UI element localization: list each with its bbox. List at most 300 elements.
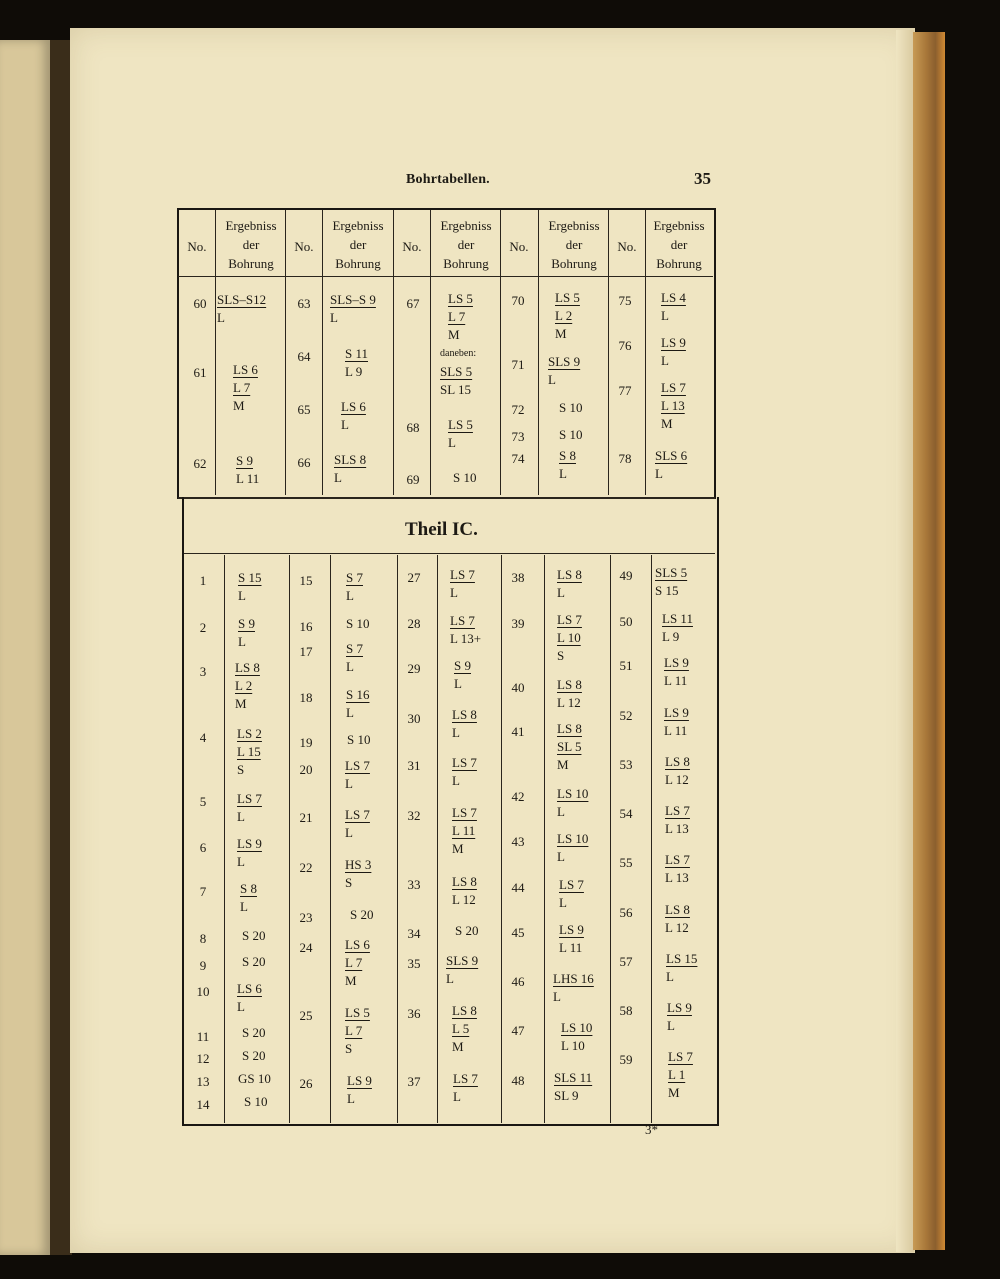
boring-result — [554, 1069, 592, 1105]
row-number: 45 — [511, 925, 525, 940]
col-rule — [224, 555, 225, 1123]
row-number: 23 — [299, 910, 313, 925]
boring-result — [347, 1072, 372, 1108]
result-line: L 12 — [452, 892, 476, 907]
row-number: 76 — [618, 338, 632, 353]
row-number: 53 — [619, 757, 633, 772]
row-number: 57 — [619, 954, 633, 969]
result-line: S — [557, 648, 565, 663]
result-line: L — [346, 705, 354, 720]
result-line: LS 7 — [665, 803, 690, 818]
boring-result — [555, 289, 580, 343]
row-number: 61 — [193, 365, 207, 380]
result-line: LS 5 — [448, 291, 473, 306]
row-number: 34 — [407, 926, 421, 941]
boring-result — [346, 615, 369, 633]
row-number: 71 — [511, 357, 525, 372]
result-line: L 13+ — [450, 631, 482, 646]
boring-result — [559, 876, 584, 912]
result-line: LS 5 — [345, 1005, 370, 1020]
result-line: LS 8 — [235, 660, 260, 675]
facing-page-edge — [0, 40, 52, 1255]
result-line: L — [661, 353, 669, 368]
signature-mark: 3* — [645, 1122, 658, 1137]
boring-result — [452, 873, 477, 909]
result-line: L 13 — [665, 870, 689, 885]
page-edge-stack — [896, 30, 914, 1252]
result-line: L — [346, 588, 354, 603]
boring-result — [559, 447, 576, 483]
boring-result — [452, 706, 477, 742]
boring-result — [661, 334, 686, 370]
result-line: L 2 — [235, 678, 253, 693]
result-line: SLS 5 — [440, 364, 473, 379]
row-number: 67 — [406, 296, 420, 311]
row-number: 2 — [199, 620, 207, 635]
result-line: L — [666, 969, 674, 984]
result-line: L 5 — [452, 1021, 470, 1036]
boring-result — [341, 398, 366, 434]
row-number: 15 — [299, 573, 313, 588]
boring-result — [345, 757, 370, 793]
boring-result — [665, 851, 690, 887]
row-number: 60 — [193, 296, 207, 311]
result-line: LS 9 — [559, 922, 584, 937]
col-rule — [330, 555, 331, 1123]
boring-result — [665, 802, 690, 838]
result-line: L 7 — [233, 380, 251, 395]
result-line: LS 4 — [661, 290, 686, 305]
boring-result — [453, 469, 476, 487]
header-no: No. — [187, 239, 207, 254]
result-line: L — [452, 725, 460, 740]
row-number: 18 — [299, 690, 313, 705]
boring-result — [346, 640, 363, 676]
result-line: L 10 — [561, 1038, 585, 1053]
boring-result — [448, 416, 473, 452]
row-number: 32 — [407, 808, 421, 823]
row-number: 54 — [619, 806, 633, 821]
result-line: S 10 — [453, 470, 477, 485]
row-number: 20 — [299, 762, 313, 777]
boring-result — [661, 379, 686, 433]
row-number: 1 — [199, 573, 207, 588]
row-number: 17 — [299, 644, 313, 659]
result-line: L 13 — [665, 821, 689, 836]
result-line: LS 9 — [664, 705, 689, 720]
boring-result — [237, 835, 262, 871]
result-line: L 9 — [662, 629, 680, 644]
row-number: 4 — [199, 730, 207, 745]
col-rule — [651, 555, 652, 1123]
result-line: M — [448, 327, 460, 342]
row-number: 68 — [406, 420, 420, 435]
row-number: 38 — [511, 570, 525, 585]
boring-result — [238, 1070, 271, 1088]
row-number: 27 — [407, 570, 421, 585]
result-line: L 15 — [237, 744, 261, 759]
result-line: SLS–S 9 — [330, 292, 376, 307]
result-line: LS 7 — [665, 852, 690, 867]
result-line: L 10 — [557, 630, 581, 645]
row-number: 78 — [618, 451, 632, 466]
result-line: LS 8 — [452, 874, 477, 889]
row-number: 46 — [511, 974, 525, 989]
row-number: 36 — [407, 1006, 421, 1021]
result-line: S 15 — [238, 570, 262, 585]
result-line: LS 7 — [237, 791, 262, 806]
row-number: 10 — [196, 984, 210, 999]
result-line: L — [446, 971, 454, 986]
result-line: LS 7 — [450, 567, 475, 582]
section-title: Theil IC. — [405, 519, 478, 540]
page-number: 35 — [694, 169, 711, 188]
result-line: LS 8 — [665, 754, 690, 769]
result-line: L — [346, 659, 354, 674]
result-line: L 7 — [345, 1023, 363, 1038]
result-line: L 9 — [345, 364, 363, 379]
row-number: 44 — [511, 880, 525, 895]
boring-result — [452, 754, 477, 790]
boring-result — [665, 901, 690, 937]
result-line: S 20 — [242, 1025, 266, 1040]
boring-result — [666, 950, 697, 986]
result-line: LS 9 — [237, 836, 262, 851]
result-line: SLS 11 — [554, 1070, 593, 1085]
col-rule — [397, 555, 398, 1123]
result-line: L — [557, 585, 565, 600]
result-line: L — [667, 1018, 675, 1033]
result-line: L — [661, 308, 669, 323]
row-number: 11 — [196, 1029, 210, 1044]
result-line: L — [655, 466, 663, 481]
result-line: LS 7 — [345, 758, 370, 773]
header-no: No. — [402, 239, 422, 254]
result-line: LS 7 — [557, 612, 582, 627]
result-line: LS 5 — [555, 290, 580, 305]
boring-result — [242, 1024, 265, 1042]
col-rule — [393, 210, 394, 495]
boring-result — [238, 569, 261, 605]
row-number: 30 — [407, 711, 421, 726]
result-line: L 2 — [555, 308, 573, 323]
boring-result — [665, 753, 690, 789]
result-line: L — [341, 417, 349, 432]
result-line: L — [548, 372, 556, 387]
row-number: 31 — [407, 758, 421, 773]
result-line: LS 9 — [667, 1000, 692, 1015]
result-line: SL 9 — [554, 1088, 579, 1103]
boring-result — [548, 353, 580, 389]
row-number: 66 — [297, 455, 311, 470]
result-line: M — [557, 757, 569, 772]
result-line: SLS 6 — [655, 448, 688, 463]
boring-result — [448, 290, 473, 344]
row-number: 22 — [299, 860, 313, 875]
row-number: 63 — [297, 296, 311, 311]
boring-result — [235, 659, 260, 713]
result-line: S 10 — [244, 1094, 268, 1109]
boring-result — [452, 1002, 477, 1056]
boring-result — [557, 785, 588, 821]
col-rule — [610, 555, 611, 1123]
header-ergebniss: Ergebniss der Bohrung — [225, 218, 277, 271]
result-line: LS 7 — [559, 877, 584, 892]
result-line: S 16 — [346, 687, 370, 702]
row-number: 9 — [199, 958, 207, 973]
result-line: S — [345, 875, 353, 890]
boring-result — [557, 566, 582, 602]
result-line: L — [334, 470, 342, 485]
boring-result — [557, 830, 588, 866]
row-number: 62 — [193, 456, 207, 471]
row-number: 14 — [196, 1097, 210, 1112]
row-number: 52 — [619, 708, 633, 723]
col-rule — [544, 555, 545, 1123]
result-line: L — [238, 588, 246, 603]
result-line: LS 7 — [345, 807, 370, 822]
row-number: 13 — [196, 1074, 210, 1089]
result-line: SL 15 — [440, 382, 471, 397]
result-line: LS 9 — [347, 1073, 372, 1088]
row-number: 58 — [619, 1003, 633, 1018]
row-number: 42 — [511, 789, 525, 804]
header-no: No. — [294, 239, 314, 254]
row-number: 3 — [199, 664, 207, 679]
boring-result — [446, 952, 478, 988]
result-line: L — [453, 1089, 461, 1104]
boring-result — [662, 610, 693, 646]
book-fore-edge — [913, 32, 945, 1250]
row-number: 43 — [511, 834, 525, 849]
result-line: S 10 — [346, 616, 370, 631]
result-line: S 10 — [347, 732, 371, 747]
result-line: LS 7 — [661, 380, 686, 395]
boring-result — [346, 686, 369, 722]
row-number: 33 — [407, 877, 421, 892]
row-number: 19 — [299, 735, 313, 750]
result-line: LS 6 — [345, 937, 370, 952]
boring-result — [561, 1019, 592, 1055]
row-number: 65 — [297, 402, 311, 417]
result-line: L 7 — [448, 309, 466, 324]
boring-result — [347, 731, 370, 749]
row-number: 47 — [511, 1023, 525, 1038]
header-ergebniss: Ergebniss der Bohrung — [440, 218, 492, 271]
result-line: LS 2 — [237, 726, 262, 741]
boring-result — [242, 1047, 265, 1065]
result-line: LS 7 — [668, 1049, 693, 1064]
result-line: LS 11 — [662, 611, 693, 626]
row-number: 72 — [511, 402, 525, 417]
result-line: S 10 — [559, 400, 583, 415]
boring-result — [454, 657, 471, 693]
result-line: S 10 — [559, 427, 583, 442]
row-number: 5 — [199, 794, 207, 809]
row-number: 77 — [618, 383, 632, 398]
result-line: LS 6 — [233, 362, 258, 377]
result-line: LS 6 — [237, 981, 262, 996]
boring-result — [330, 291, 376, 327]
result-line: M — [668, 1085, 680, 1100]
header-no: No. — [509, 239, 529, 254]
boring-result — [557, 720, 582, 774]
result-line: M — [555, 326, 567, 341]
boring-result — [655, 447, 687, 483]
boring-result — [661, 289, 686, 325]
result-line: LS 6 — [341, 399, 366, 414]
result-line: SLS 8 — [334, 452, 367, 467]
boring-result — [559, 921, 584, 957]
boring-result — [345, 856, 371, 892]
result-line: L — [347, 1091, 355, 1106]
result-line: M — [235, 696, 247, 711]
result-line: S 8 — [559, 448, 576, 463]
col-rule — [501, 555, 502, 1123]
running-head: Bohrtabellen. — [406, 172, 490, 187]
result-line: S 9 — [236, 453, 253, 468]
result-line: L 11 — [664, 673, 688, 688]
result-line: LS 8 — [452, 1003, 477, 1018]
header-ergebniss: Ergebniss der Bohrung — [653, 218, 705, 271]
result-line: SL 5 — [557, 739, 582, 754]
result-line: SLS 5 — [655, 565, 688, 580]
boring-result — [345, 1004, 370, 1058]
result-line: SLS 9 — [446, 953, 479, 968]
result-line: L — [237, 854, 245, 869]
boring-result — [452, 804, 477, 858]
row-number: 6 — [199, 840, 207, 855]
result-line: LHS 16 — [553, 971, 594, 986]
result-line: M — [661, 416, 673, 431]
result-line: S 20 — [350, 907, 374, 922]
row-number: 73 — [511, 429, 525, 444]
boring-result — [553, 970, 594, 1006]
row-number: 39 — [511, 616, 525, 631]
result-line: LS 10 — [557, 786, 589, 801]
result-line: S 15 — [655, 583, 679, 598]
result-line: LS 8 — [452, 707, 477, 722]
result-line: S 11 — [345, 346, 368, 361]
result-line: L — [450, 585, 458, 600]
result-line: L — [237, 999, 245, 1014]
result-line: S 7 — [346, 641, 363, 656]
result-line: L 11 — [664, 723, 688, 738]
row-number: 8 — [199, 931, 207, 946]
result-line: S — [345, 1041, 353, 1056]
boring-result — [667, 999, 692, 1035]
result-line: LS 8 — [665, 902, 690, 917]
header-rule — [178, 276, 713, 277]
boring-result — [453, 1070, 478, 1106]
result-line: HS 3 — [345, 857, 372, 872]
result-line: S — [237, 762, 245, 777]
boring-result — [236, 452, 259, 488]
result-line: LS 9 — [661, 335, 686, 350]
row-number: 29 — [407, 661, 421, 676]
result-line: LS 10 — [561, 1020, 593, 1035]
result-line: S 20 — [242, 954, 266, 969]
result-line: M — [452, 1039, 464, 1054]
row-number: 48 — [511, 1073, 525, 1088]
result-line: LS 8 — [557, 567, 582, 582]
boring-result — [237, 790, 262, 826]
result-line: L — [553, 989, 561, 1004]
row-number: 40 — [511, 680, 525, 695]
boring-result — [455, 922, 478, 940]
boring-result — [237, 725, 262, 779]
row-number: 49 — [619, 568, 633, 583]
result-line: GS 10 — [238, 1071, 271, 1086]
result-line: LS 7 — [453, 1071, 478, 1086]
result-line: L 1 — [668, 1067, 686, 1082]
result-line: L 12 — [665, 920, 689, 935]
book-gutter — [50, 40, 72, 1255]
row-number: 24 — [299, 940, 313, 955]
row-number: 69 — [406, 472, 420, 487]
boring-result — [345, 345, 368, 381]
boring-result — [668, 1048, 693, 1102]
result-line: L — [345, 776, 353, 791]
result-line: LS 7 — [452, 755, 477, 770]
row-number: 7 — [199, 884, 207, 899]
row-number: 59 — [619, 1052, 633, 1067]
result-line: LS 7 — [452, 805, 477, 820]
result-line: L — [237, 809, 245, 824]
result-line: L — [217, 310, 225, 325]
result-line: S 20 — [242, 1048, 266, 1063]
boring-result — [238, 615, 255, 651]
boring-result — [345, 806, 370, 842]
boring-result — [559, 399, 582, 417]
result-line: LS 10 — [557, 831, 589, 846]
result-line: S 20 — [242, 928, 266, 943]
result-line: L — [559, 895, 567, 910]
result-line: LS 7 — [450, 613, 475, 628]
row-number: 51 — [619, 658, 633, 673]
row-number: 50 — [619, 614, 633, 629]
row-number: 25 — [299, 1008, 313, 1023]
boring-result — [450, 612, 481, 648]
result-line: LS 5 — [448, 417, 473, 432]
row-number: 37 — [407, 1074, 421, 1089]
result-line: L 12 — [665, 772, 689, 787]
boring-result — [334, 451, 366, 487]
result-line: L — [330, 310, 338, 325]
boring-result — [664, 704, 689, 740]
result-line: S 20 — [455, 923, 479, 938]
result-line: daneben: — [440, 348, 477, 359]
row-number: 74 — [511, 451, 525, 466]
result-line: LS 15 — [666, 951, 698, 966]
row-number: 16 — [299, 619, 313, 634]
result-line: M — [452, 841, 464, 856]
row-number: 21 — [299, 810, 313, 825]
result-line: L — [454, 676, 462, 691]
boring-result — [450, 566, 475, 602]
result-line: L 12 — [557, 695, 581, 710]
header-ergebniss: Ergebniss der Bohrung — [548, 218, 600, 271]
row-number: 26 — [299, 1076, 313, 1091]
boring-result — [557, 676, 582, 712]
result-line: L 11 — [559, 940, 583, 955]
row-number: 28 — [407, 616, 421, 631]
result-line: L 11 — [452, 823, 476, 838]
row-number: 70 — [511, 293, 525, 308]
header-ergebniss: Ergebniss der Bohrung — [332, 218, 384, 271]
result-line: L — [557, 849, 565, 864]
result-line: S 9 — [454, 658, 471, 673]
